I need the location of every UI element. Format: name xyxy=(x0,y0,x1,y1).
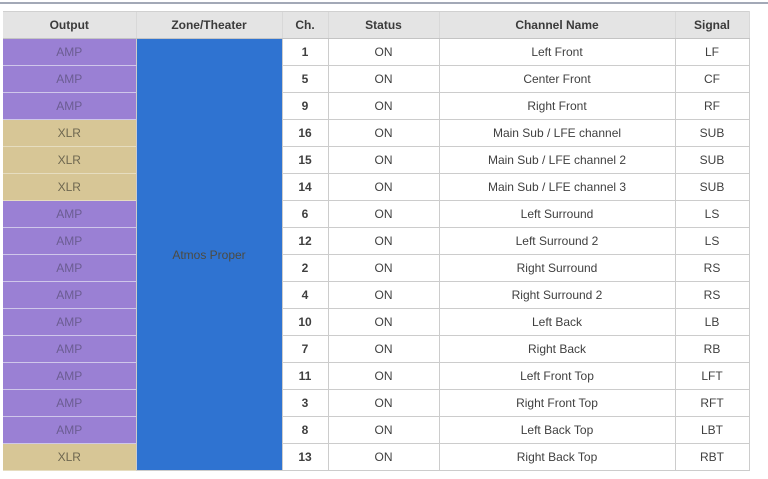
channel-name-cell: Right Surround 2 xyxy=(439,282,675,309)
signal-cell: LFT xyxy=(675,363,749,390)
channel-name-cell: Right Front Top xyxy=(439,390,675,417)
table-row xyxy=(3,444,749,471)
channel-name-cell: Center Front xyxy=(439,66,675,93)
signal-cell: RF xyxy=(675,93,749,120)
status-cell: ON xyxy=(328,174,439,201)
header-row xyxy=(3,12,749,39)
table-row xyxy=(3,174,749,201)
output-cell: XLR xyxy=(3,174,136,201)
channel-number-cell: 9 xyxy=(282,93,328,120)
channel-name-cell: Main Sub / LFE channel xyxy=(439,120,675,147)
output-cell: AMP xyxy=(3,390,136,417)
output-cell: AMP xyxy=(3,417,136,444)
signal-cell: LF xyxy=(675,39,749,66)
table-row xyxy=(3,255,749,282)
header-ch: Ch. xyxy=(282,12,328,39)
channel-number-cell: 13 xyxy=(282,444,328,471)
signal-cell: RFT xyxy=(675,390,749,417)
table-row xyxy=(3,228,749,255)
channel-name-cell: Right Back Top xyxy=(439,444,675,471)
output-cell: AMP xyxy=(3,255,136,282)
output-cell: AMP xyxy=(3,228,136,255)
output-cell: AMP xyxy=(3,93,136,120)
status-cell: ON xyxy=(328,66,439,93)
signal-cell: LS xyxy=(675,228,749,255)
signal-cell: RS xyxy=(675,255,749,282)
status-cell: ON xyxy=(328,309,439,336)
header-signal: Signal xyxy=(675,12,749,39)
status-cell: ON xyxy=(328,417,439,444)
table-row xyxy=(3,147,749,174)
header-output: Output xyxy=(3,12,136,39)
status-cell: ON xyxy=(328,228,439,255)
table-row xyxy=(3,336,749,363)
signal-cell: RB xyxy=(675,336,749,363)
signal-cell: CF xyxy=(675,66,749,93)
channel-number-cell: 16 xyxy=(282,120,328,147)
table-row xyxy=(3,363,749,390)
channel-name-cell: Left Back Top xyxy=(439,417,675,444)
table-row xyxy=(3,93,749,120)
output-cell: XLR xyxy=(3,444,136,471)
channel-number-cell: 3 xyxy=(282,390,328,417)
channel-number-cell: 11 xyxy=(282,363,328,390)
output-cell: AMP xyxy=(3,39,136,66)
channel-number-cell: 10 xyxy=(282,309,328,336)
signal-cell: LBT xyxy=(675,417,749,444)
status-cell: ON xyxy=(328,120,439,147)
channel-config-table xyxy=(3,11,750,471)
zone-theater-cell: Atmos Proper xyxy=(136,39,282,471)
table-row xyxy=(3,201,749,228)
output-cell: AMP xyxy=(3,66,136,93)
status-cell: ON xyxy=(328,390,439,417)
output-cell: AMP xyxy=(3,336,136,363)
table-row xyxy=(3,39,749,66)
table-row xyxy=(3,282,749,309)
status-cell: ON xyxy=(328,336,439,363)
output-cell: AMP xyxy=(3,201,136,228)
channel-name-cell: Left Front xyxy=(439,39,675,66)
output-cell: AMP xyxy=(3,363,136,390)
status-cell: ON xyxy=(328,39,439,66)
output-cell: XLR xyxy=(3,147,136,174)
channel-name-cell: Right Back xyxy=(439,336,675,363)
status-cell: ON xyxy=(328,201,439,228)
table-body xyxy=(3,39,749,471)
channel-number-cell: 6 xyxy=(282,201,328,228)
table-row xyxy=(3,120,749,147)
channel-name-cell: Main Sub / LFE channel 2 xyxy=(439,147,675,174)
channel-number-cell: 2 xyxy=(282,255,328,282)
channel-name-cell: Left Surround 2 xyxy=(439,228,675,255)
channel-number-cell: 4 xyxy=(282,282,328,309)
output-cell: XLR xyxy=(3,120,136,147)
header-channel-name: Channel Name xyxy=(439,12,675,39)
signal-cell: LB xyxy=(675,309,749,336)
output-cell: AMP xyxy=(3,282,136,309)
status-cell: ON xyxy=(328,363,439,390)
status-cell: ON xyxy=(328,93,439,120)
output-cell: AMP xyxy=(3,309,136,336)
channel-number-cell: 12 xyxy=(282,228,328,255)
channel-number-cell: 1 xyxy=(282,39,328,66)
signal-cell: RBT xyxy=(675,444,749,471)
channel-number-cell: 7 xyxy=(282,336,328,363)
header-zone-theater: Zone/Theater xyxy=(136,12,282,39)
top-divider-line xyxy=(0,2,768,4)
channel-name-cell: Left Back xyxy=(439,309,675,336)
channel-name-cell: Right Front xyxy=(439,93,675,120)
signal-cell: LS xyxy=(675,201,749,228)
channel-name-cell: Right Surround xyxy=(439,255,675,282)
table-row xyxy=(3,417,749,444)
status-cell: ON xyxy=(328,444,439,471)
table-row xyxy=(3,66,749,93)
channel-number-cell: 14 xyxy=(282,174,328,201)
channel-table-container xyxy=(3,11,768,471)
signal-cell: SUB xyxy=(675,120,749,147)
status-cell: ON xyxy=(328,255,439,282)
table-row xyxy=(3,309,749,336)
channel-number-cell: 15 xyxy=(282,147,328,174)
channel-number-cell: 8 xyxy=(282,417,328,444)
channel-name-cell: Main Sub / LFE channel 3 xyxy=(439,174,675,201)
header-status: Status xyxy=(328,12,439,39)
channel-name-cell: Left Front Top xyxy=(439,363,675,390)
channel-name-cell: Left Surround xyxy=(439,201,675,228)
signal-cell: SUB xyxy=(675,147,749,174)
status-cell: ON xyxy=(328,147,439,174)
table-row xyxy=(3,390,749,417)
signal-cell: SUB xyxy=(675,174,749,201)
signal-cell: RS xyxy=(675,282,749,309)
channel-number-cell: 5 xyxy=(282,66,328,93)
status-cell: ON xyxy=(328,282,439,309)
